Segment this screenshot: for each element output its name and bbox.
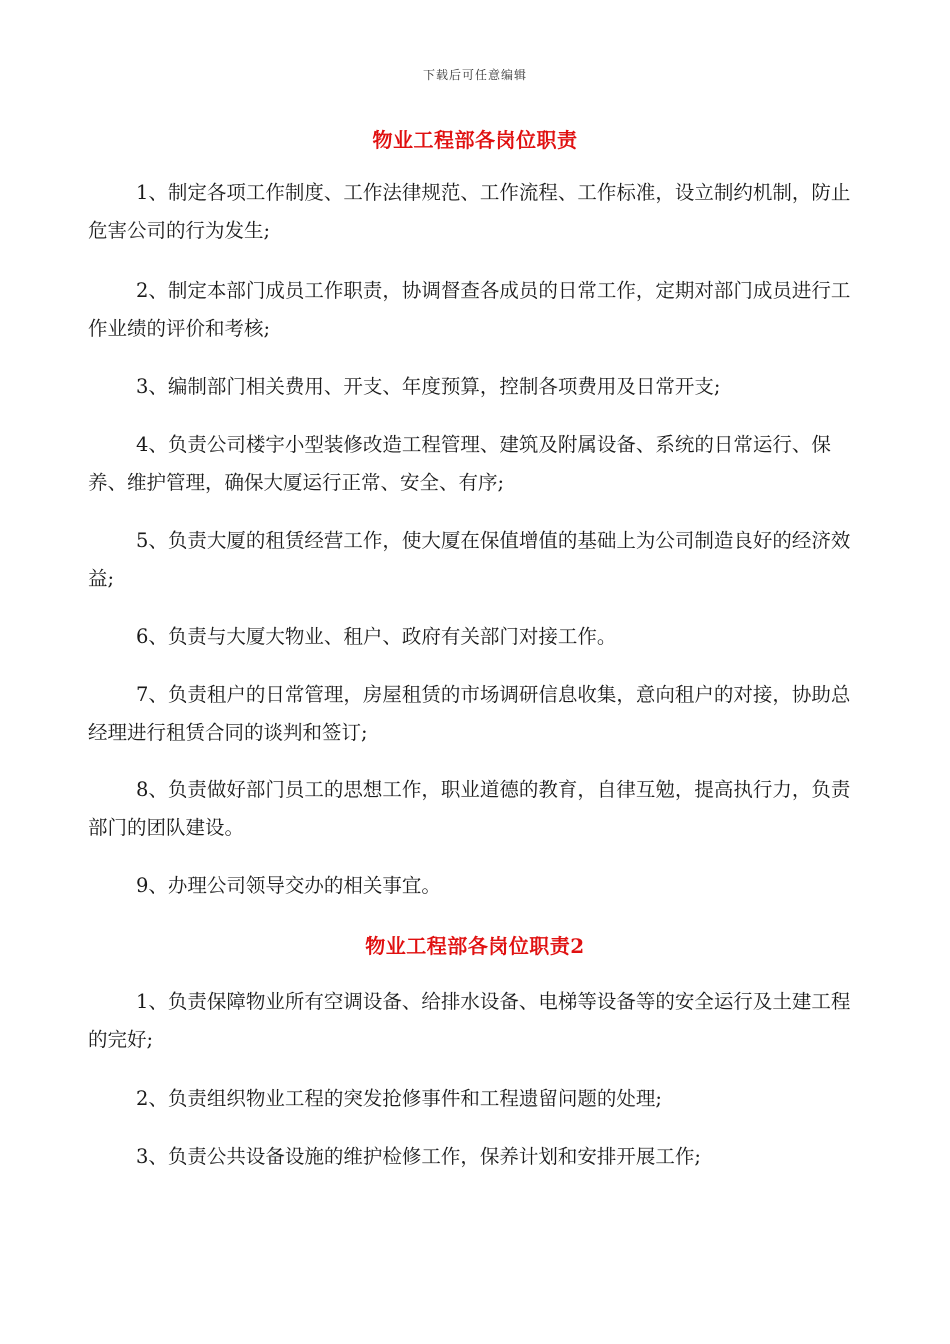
section-1-item-4: 4、负责公司楼宇小型装修改造工程管理、建筑及附属设备、系统的日常运行、保养、维护管理，确保大厦运行正常、安全、有序;: [88, 433, 831, 494]
section-1-item-3: 3、编制部门相关费用、开支、年度预算，控制各项费用及日常开支;: [136, 375, 721, 398]
section-title-1: 物业工程部各岗位职责: [372, 128, 578, 152]
section-title-2: 物业工程部各岗位职责2: [365, 934, 585, 958]
section-2-item-2: 2、负责组织物业工程的突发抢修事件和工程遗留问题的处理;: [136, 1087, 662, 1110]
section-2-item-1: 1、负责保障物业所有空调设备、给排水设备、电梯等设备等的安全运行及土建工程的完好;: [88, 990, 851, 1051]
header-note: 下载后可任意编辑: [422, 68, 527, 82]
section-2-item-3: 3、负责公共设备设施的维护检修工作，保养计划和安排开展工作;: [136, 1145, 701, 1168]
section-1-item-1: 1、制定各项工作制度、工作法律规范、工作流程、工作标准，设立制约机制，防止危害公司的行为发生;: [88, 181, 851, 242]
section-1-item-8: 8、负责做好部门员工的思想工作，职业道德的教育，自律互勉，提高执行力，负责部门的团队建设。: [88, 778, 851, 839]
section-1-item-7: 7、负责租户的日常管理，房屋租赁的市场调研信息收集，意向租户的对接，协助总经理进行租赁合同的谈判和签订;: [88, 683, 851, 744]
section-1-item-6: 6、负责与大厦大物业、租户、政府有关部门对接工作。: [136, 625, 617, 648]
section-1-item-5: 5、负责大厦的租赁经营工作，使大厦在保值增值的基础上为公司制造良好的经济效益;: [88, 529, 851, 590]
section-1-item-2: 2、制定本部门成员工作职责，协调督查各成员的日常工作，定期对部门成员进行工作业绩的评价和考核;: [88, 279, 851, 340]
section-1-item-9: 9、办理公司领导交办的相关事宜。: [136, 874, 441, 897]
